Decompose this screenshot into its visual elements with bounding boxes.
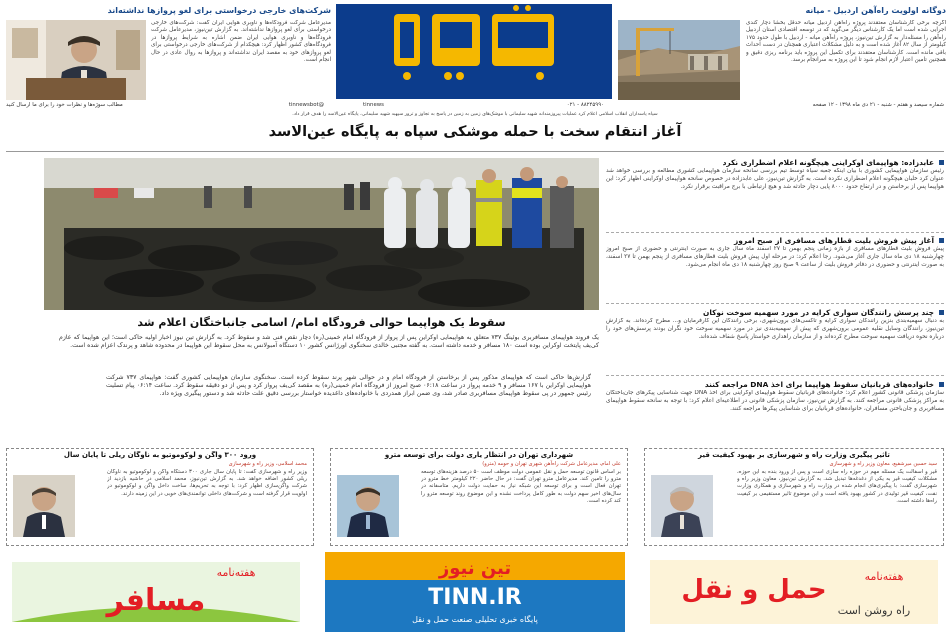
top-right-headline[interactable]: دوگانه اولویت راه‌آهن اردبیل - میانه [805, 6, 946, 15]
ad-mosafer-art [6, 552, 306, 632]
right-item-3-body: به دنبال سهمیه‌بندی بنزین رانندگان سواری کرایه و تاکسی‌های برون‌شهری، برخی رانندگان این کارفرمایان و... مطرح کرده‌اند. به گزارش تین‌نیوز، رانندگان وسایل نقلیه عمومی برون‌شهری که پیش از سهمیه‌بندی نیز در مورد سهمیه سوخت خود نگران بودند پرسش‌های خود را درباره نحوه دریافت سهمیه سوخت مطرح کرده‌اند و از سازمان راهداری خواستار پاسخ شفاف شده‌اند. [606, 318, 944, 340]
news-ticker: سپاه پاسداران انقلاب اسلامی اعلام کرد عملیات پیروزمندانه شهید سلیمانی با موشک‌های زمین به زمین در پاسخ به تجاوز و ترور سپهبد شهید سلیمانی، پایگاه عین‌الاسد را هدف قرار داد. [292, 112, 658, 117]
bottom-box-3-portrait [13, 475, 75, 537]
ad-mosafer-name: مسافر [106, 583, 206, 618]
ad-tinnews-art [325, 552, 625, 632]
bottom-box-3-body: وزیر راه و شهرسازی گفت: تا پایان سال جاری ۳۰۰ دستگاه واگن و لوکوموتیو به ناوگان ریلی کشور اضافه خواهد شد. به گزارش تین‌نیوز، محمد اسلامی در حاشیه بازدید از شرکت واگن‌سازی اظهار کرد: با توجه به تحریم‌ها، ساخت داخل واگن و لوکوموتیو در اولویت قرار گرفته است و شرکت‌های داخلی توانمندی‌های خوبی در این زمینه دارند. [107, 469, 307, 497]
official-portrait-photo [6, 20, 146, 100]
bottom-box-metro[interactable] [330, 448, 628, 546]
right-item-1-body: رئیس سازمان هواپیمایی کشوری با بیان اینکه جعبه سیاه توسط تیم بررسی سانحه سازمان هواپیمایی کشوری مطالعه و بررسی خواهد شد عنوان کرد خلبان هیچگونه اعلام اضطراری نکرده است. به گزارش تین‌نیوز، علی عابدزاده در خصوص سانحه هواپیمای اوکراینی اظهار کرد: این هواپیما پس از برخاستن و در ارتفاع حدود ۸۰۰۰ پایی دچار حادثه شد و هیچ ارتباطی با برج مراقبت برقرار نکرد. [606, 168, 944, 190]
top-left-headline[interactable]: شرکت‌های خارجی درخواستی برای لغو پروازها نداشته‌اند [107, 6, 331, 15]
ad-hamlonaghl-art [644, 552, 944, 632]
headline-divider [6, 151, 944, 152]
issue-handle[interactable]: tinnews [363, 102, 384, 108]
issue-info-bar [6, 100, 944, 110]
bottom-box-2-portrait [337, 475, 399, 537]
bottom-box-asphalt[interactable] [644, 448, 944, 546]
bottom-box-1-author: سید حسین میرشفیع، معاون وزیر راه و شهرسازی [829, 461, 937, 467]
bottom-box-1-title[interactable]: تاثیر پیگیری وزارت راه و شهرسازی بر بهبود کیفیت قیر [698, 451, 890, 459]
right-item-4-title[interactable]: خانواده‌های قربانیان سقوط هواپیما برای اخذ DNA مراجعه کنند [606, 379, 944, 390]
bottom-box-3-author: محمد اسلامی، وزیر راه و شهرسازی [228, 461, 307, 467]
right-item-1[interactable] [606, 157, 944, 230]
ad-hamlonaghl-tagline: راه روشن است [837, 604, 911, 617]
right-item-3-title[interactable]: چند پرسش رانندگان سواری کرایه در مورد سهمیه سوخت نوکان [606, 307, 944, 318]
main-headline[interactable]: آغاز انتقام سخت با حمله موشکی سپاه به پایگاه عین‌الاسد [268, 124, 682, 140]
bottom-box-2-body: بر اساس قانون توسعه حمل و نقل عمومی دولت موظف است ۵۰ درصد هزینه‌های توسعه مترو را تامین کند. مدیرعامل مترو تهران گفت: در حال حاضر ۲۲۰ کیلومتر خط مترو در تهران فعال است و برای توسعه این شبکه نیاز به حمایت دولت داریم. متاسفانه در سال‌های اخیر سهم دولت به طور کامل پرداخت نشده و این موضوع روند توسعه مترو را کند کرده است. [421, 469, 621, 504]
ad-hamlonaghl-name: حمل و نقل [681, 575, 827, 605]
ad-hamlonaghl-label: هفته‌نامه [864, 570, 904, 583]
crash-site-photo [44, 158, 599, 310]
ad-tinnews-fa: تین نیوز [438, 558, 512, 579]
main-story-title[interactable]: سقوط یک هواپیما حوالی فرودگاه امام/ اسامی جانباختگان اعلام شد [137, 316, 506, 329]
bottom-box-wagons[interactable] [6, 448, 314, 546]
right-item-4-body: سازمان پزشکی قانونی کشور اعلام کرد: خانواده‌های قربانیان سقوط هواپیمای اوکراینی برای اخذ DNA جهت شناسایی پیکرهای جان‌باختگان به مراکز پزشکی قانونی مراجعه کنند. به گزارش تین‌نیوز، سازمان پزشکی قانونی در اطلاعیه‌ای اعلام کرد: با توجه به سانحه سقوط هواپیمای مسافربری و جان‌باختن مسافران، خانواده‌های قربانیان برای شناسایی پیکرها مراجعه کنند. [606, 390, 944, 412]
right-divider [606, 232, 944, 233]
bottom-box-3-title[interactable]: ورود ۳۰۰ واگن و لوکوموتیو به ناوگان ریلی تا پایان سال [63, 451, 257, 459]
ad-tinnews-tagline: پایگاه خبری تحلیلی صنعت حمل و نقل [412, 615, 538, 624]
bottom-box-2-author: علی امام، مدیرعامل شرکت راه‌آهن شهری تهران و حومه (مترو) [482, 461, 621, 467]
top-right-story[interactable] [618, 4, 946, 109]
top-band [0, 0, 950, 118]
main-story-lead: یک فروند هواپیمای مسافربری بوئینگ ۷۳۷ متعلق به هواپیمایی اوکراین پس از پرواز از فرودگاه امام خمینی(ره) دچار نقص فنی شد و سقوط کرد. به گزارش تین نیوز اخبار اولیه حاکی است؛ این هواپیما که عازم کی‌یف پایتخت اوکراین بوده است ۱۸۰ مسافر و خدمه داشته است. به گفته مجتبی خالدی سخنگوی اورژانس کشور ۱۰ دستگاه آمبولانس به محل سقوط این هواپیما در محدوده شاهد و پرندک اعزام شده است. [59, 334, 599, 350]
bottom-box-1-body: قیر و آسفالت یک مسئله مهم در حوزه راه سازی است و پس از ورود بنده به این حوزه، مشکلات کیفیت قیر به یکی از دغدغه‌ها تبدیل شد. به گزارش تین‌نیوز، معاون وزیر راه و شهرسازی گفت: با پیگیری‌های انجام شده در وزارت راه و شهرسازی و همکاری وزارت نفت، کیفیت قیر تولیدی در کشور بهبود یافته است و این موضوع تاثیر مستقیمی بر کیفیت راه‌ها داشته است. [737, 469, 937, 504]
masthead-logo[interactable] [336, 4, 612, 99]
ad-hamlonaghl[interactable] [644, 552, 944, 632]
railway-construction-photo [618, 20, 740, 100]
ad-tinnews[interactable] [325, 552, 625, 632]
ad-tinnews-en: TINN.IR [428, 585, 522, 610]
right-divider [606, 303, 944, 304]
right-item-4[interactable] [606, 379, 944, 452]
right-item-2-title[interactable]: آغاز پیش فروش بلیت قطارهای مسافری از صبح امروز [606, 235, 944, 246]
right-item-3[interactable] [606, 307, 944, 380]
top-right-body: اگرچه برخی کارشناسان معتقدند پروژه راه‌آهن اردبیل میانه حدقل بخشا دچار کندی اجرایی شده است اما یک کارشناس دیگر می‌گوید که در توسعه اقتصادی استان اردبیل راه‌آهن را مسئله‌دار به گزارش تین‌نیوز، پروژه راه‌آهن میانه - اردبیل با طول حدود ۱۷۵ کیلومتر از سال ۸۲ آغاز شده است و به دلیل مشکلات اعتباری همچنان در دست احداث باقی مانده است. کارشناسان معتقدند برای تکمیل این پروژه باید برنامه ریزی دقیق و همچنین تامین اعتبار لازم انجام شود تا این پروژه به سرانجام برسد. [746, 20, 946, 64]
contact-link[interactable]: مطالب سوژه‌ها و نظرات خود را برای ما ارسال کنید [6, 102, 123, 108]
right-item-2[interactable] [606, 235, 944, 308]
right-item-1-title[interactable]: عابدزاده: هواپیمای اوکراینی هیچگونه اعلام اضطراری نکرد [606, 157, 944, 168]
top-left-body: مدیرعامل شرکت فرودگاه‌ها و ناوبری هوایی ایران گفت: شرکت‌های خارجی درخواستی برای لغو پروازها نداشته‌اند. به گزارش تین‌نیوز، مدیرعامل شرکت فرودگاه‌ها و ناوبری هوایی ایران ضمن اشاره به شرایط پروازها در فرودگاه‌های کشور اظهار کرد: هیچکدام از شرکت‌های خارجی درخواستی برای لغو پروازهای خود به مقصد ایران نداشته‌اند و پروازها به روال عادی در حال انجام است. [151, 20, 331, 64]
issue-instagram[interactable]: @tinnewsbot [288, 102, 324, 108]
ad-mosafer[interactable] [6, 552, 306, 632]
issue-phone: ۸۸۲۴۵۹۹۰ - ۰۲۱ [566, 102, 604, 108]
bottom-box-2-title[interactable]: شهرداری تهران در انتظار یاری دولت برای توسعه مترو [384, 451, 574, 459]
main-story-body: گزارش‌ها حاکی است که هواپیمای مذکور پس از برخاستن از فرودگاه امام و در حوالی شهر پرند سقوط کرده است. سخنگوی سازمان هواپیمایی کشوری گفت: هواپیمای ۷۳۷ شرکت هواپیمایی اوکراین با ۱۶۷ مسافر و ۹ خدمه پرواز در ساعت ۰۶:۱۸ صبح امروز از فرودگاه امام خمینی(ره) به مقصد کی‌یف پرواز کرد و پس از دو دقیقه سقوط کرد. ساعت ۰۶:۱۴ پیام تسلیت رئیس جمهور در پی سقوط هواپیمای مسافربری صادر شد، وی ضمن ابراز همدردی با خانواده‌های داغدیده خواستار بررسی دقیق علت حادثه شد و دستور پیگیری ویژه داد. [106, 374, 592, 398]
right-item-2-body: پیش فروش بلیت قطارهای مسافری از بازه زمانی پنجم بهمن تا ۲۷ اسفند ماه سال جاری به صورت اینترنتی و حضوری از صبح امروز چهارشنبه ۱۸ دی ماه سال جاری آغاز می‌شود. رجا اعلام کرد: در مرحله اول پیش فروش بلیت قطارهای مسافری از پنجم بهمن تا ۲۷ اسفند، به صورت اینترنتی و حضوری در دفاتر فروش بلیت از ساعت ۹ صبح روز چهارشنبه ۱۸ دی ماه انجام می‌شود. [606, 246, 944, 268]
bottom-box-1-portrait [651, 475, 713, 537]
issue-date-line: شماره سیصد و هفتم - شنبه - ۲۱ دی ماه ۱۳۹۸ - ۱۲ صفحه [812, 102, 944, 108]
top-left-story[interactable] [6, 4, 331, 109]
right-divider [606, 375, 944, 376]
ad-mosafer-label: هفته‌نامه [216, 566, 256, 579]
